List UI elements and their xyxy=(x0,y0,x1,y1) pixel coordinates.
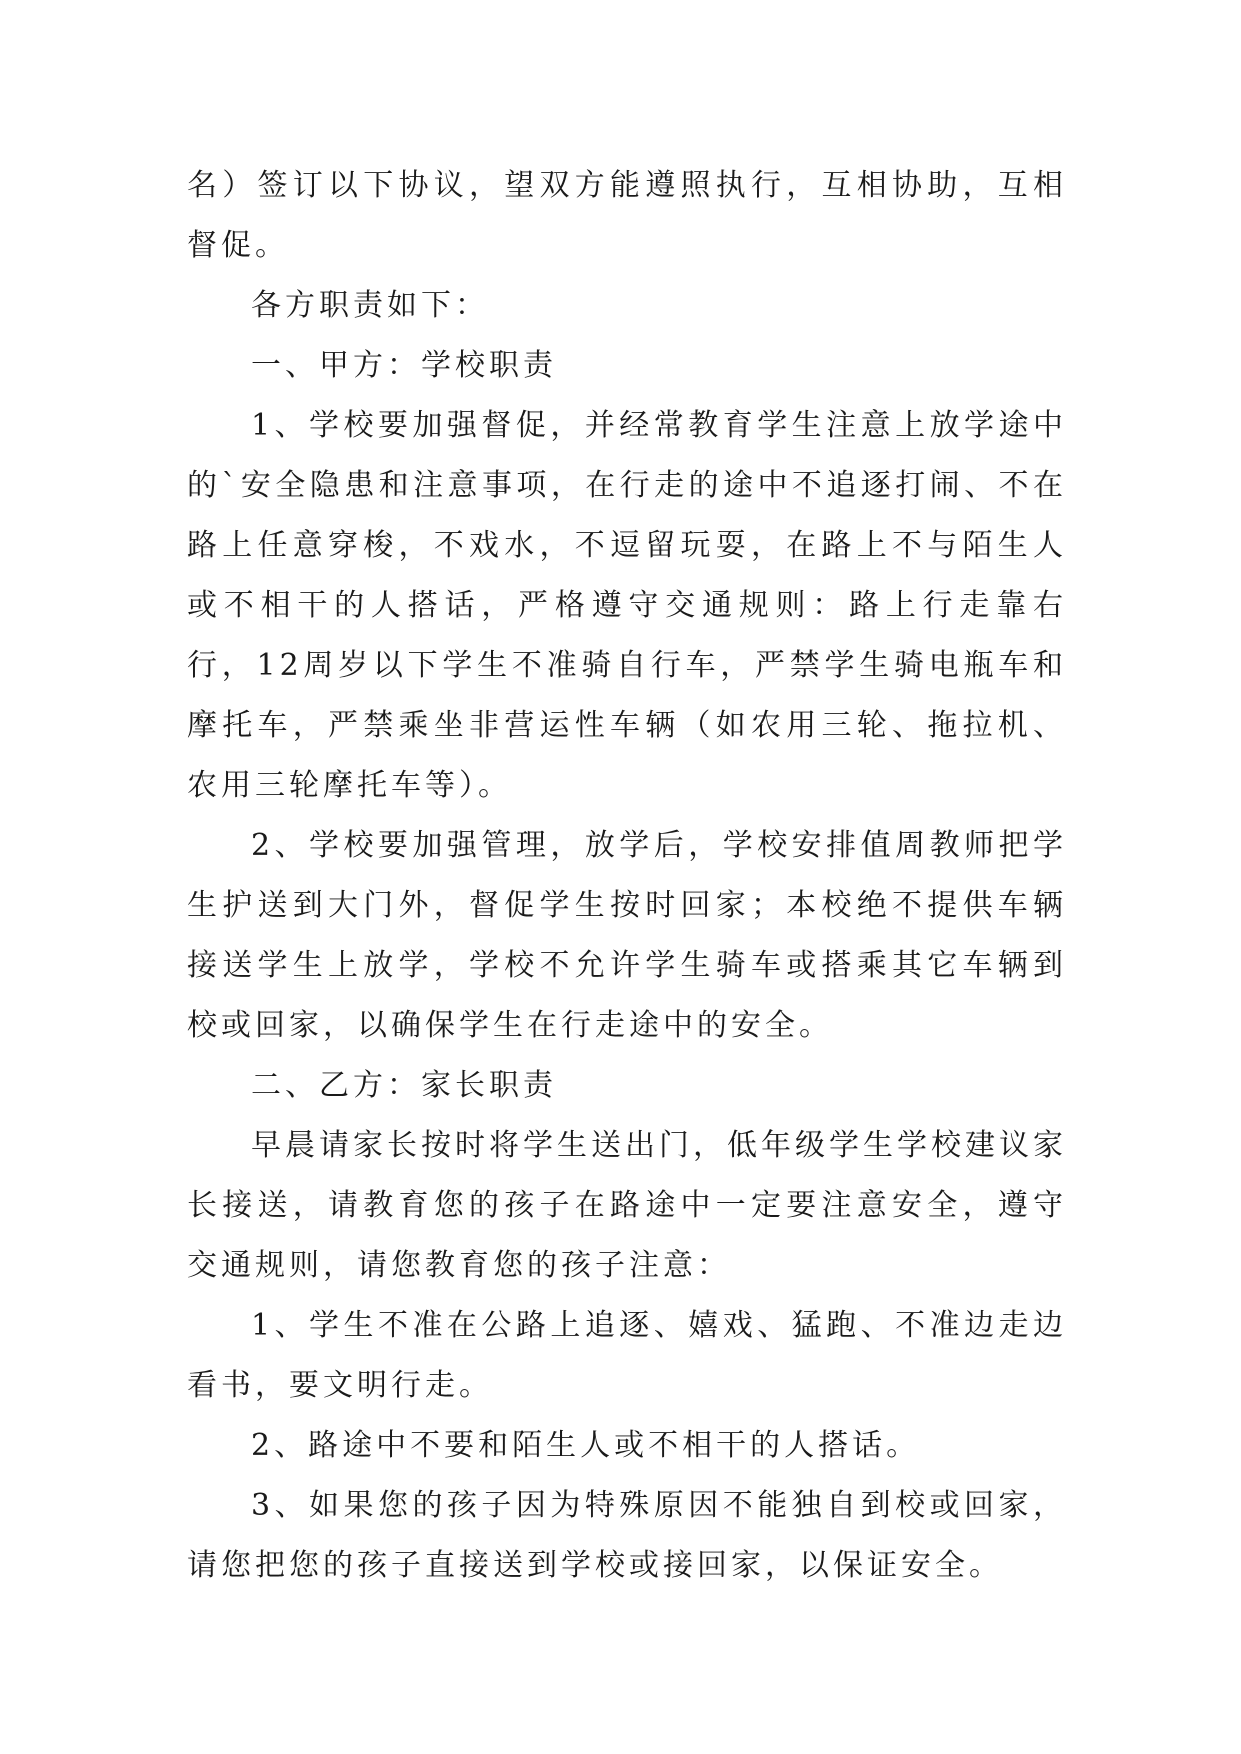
paragraph-intro-continuation: 名）签订以下协议，望双方能遵照执行，互相协助，互相督促。 xyxy=(187,168,1067,263)
document-body xyxy=(187,156,1067,1596)
section-heading-school: 一、甲方：学校职责 xyxy=(251,348,557,383)
paragraph-parent-item-3: 3、如果您的孩子因为特殊原因不能独自到校或回家，请您把您的孩子直接送到学校或接回家，以保证安全。 xyxy=(187,1488,1067,1583)
paragraph-school-item-1: 1、学校要加强督促，并经常教育学生注意上放学途中的`安全隐患和注意事项，在行走的途中不追逐打闹、不在路上任意穿梭，不戏水，不逗留玩耍，在路上不与陌生人或不相干的人搭话，严格遵守交通规则：路上行走靠右行，12周岁以下学生不准骑自行车，严禁学生骑电瓶车和摩托车，严禁乘坐非营运性车辆（如农用三轮、拖拉机、农用三轮摩托车等）。 xyxy=(187,408,1067,803)
section-heading-parent: 二、乙方：家长职责 xyxy=(251,1068,557,1103)
paragraph-parent-item-2: 2、路途中不要和陌生人或不相干的人搭话。 xyxy=(251,1428,921,1463)
paragraph-parent-item-1: 1、学生不准在公路上追逐、嬉戏、猛跑、不准边走边看书，要文明行走。 xyxy=(187,1308,1067,1403)
paragraph-responsibilities-heading: 各方职责如下： xyxy=(251,288,489,323)
paragraph-school-item-2: 2、学校要加强管理，放学后，学校安排值周教师把学生护送到大门外，督促学生按时回家；本校绝不提供车辆接送学生上放学，学校不允许学生骑车或搭乘其它车辆到校或回家，以确保学生在行走途中的安全。 xyxy=(187,828,1067,1043)
paragraph-parent-intro: 早晨请家长按时将学生送出门，低年级学生学校建议家长接送，请教育您的孩子在路途中一定要注意安全，遵守交通规则，请您教育您的孩子注意： xyxy=(187,1128,1067,1283)
